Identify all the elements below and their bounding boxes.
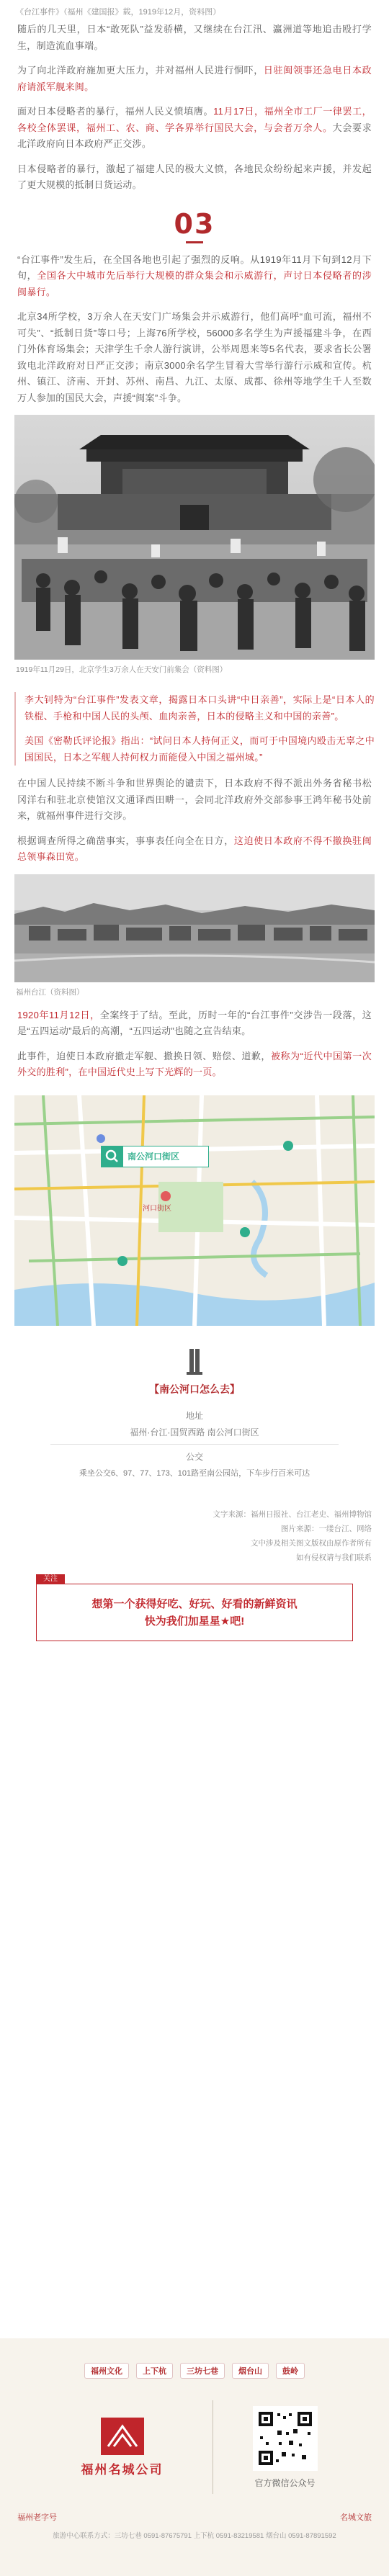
photo-illustration xyxy=(14,874,375,982)
location-pin-icon xyxy=(184,1347,205,1376)
brand-logo xyxy=(54,2418,191,2477)
map-search-label: 南公河口街区 xyxy=(128,1152,180,1162)
historical-photo-tiananmen xyxy=(14,415,375,660)
address-label: 地址 xyxy=(185,1410,203,1421)
highlight-text: 全国各大中城市先后举行大规模的群众集会和示威游行，声讨日本侵略者的涉闽暴行。 xyxy=(17,270,372,297)
credit-line: 图片来源：一缕台江、网络 xyxy=(281,1524,372,1533)
paragraph xyxy=(0,1049,389,1081)
section-number: 03 xyxy=(174,207,215,240)
map-illustration xyxy=(14,1095,375,1326)
partner-logo: 上下杭 xyxy=(136,2363,173,2379)
qr-code-icon xyxy=(253,2406,318,2471)
credit-line: 文字来源：福州日报社、台江老史、福州博物馆 xyxy=(213,1509,372,1519)
section-heading xyxy=(0,208,389,243)
quote-paragraph xyxy=(24,733,375,766)
qr-caption: 官方微信公众号 xyxy=(254,2477,316,2488)
paragraph xyxy=(0,63,389,95)
paragraph-text: 北京34所学校，3万余人在天安门广场集会并示威游行，他们高呼“血可流，福州不可失”、“抵制日货”等口号；上海76所学校，56000多名学生为声援福建斗争，在西门外体育场集会；天津学生千余人游行演讲，公举周恩来等5名代表，要求省长公署致电北洋政府对日严正交涉；南京3000余名学生冒着大雪举行游行示威和宣传。杭州、镇江、济南、开封、苏州、南昌、九江、太原、成都、徐州等地学生千人至数万人参加的国民大会，声援“闽案”斗争。 xyxy=(17,311,372,403)
bus-label: 公交 xyxy=(185,1451,203,1462)
quote-block xyxy=(14,692,375,766)
follow-banner[interactable] xyxy=(36,1574,353,1641)
paragraph-text: 在中国人民持续不断斗争和世界舆论的谴责下，日本政府不得不派出外务省秘书松冈洋右和驻北京使馆汉文通译西田畊一，会同北洋政府外交部参事王鸿年秘书处前来，就福州事件进行交涉。 xyxy=(17,778,372,821)
address-value: 福州·台江·国贸西路 南公河口街区 xyxy=(130,1427,259,1437)
brand-name: 福州名城公司 xyxy=(81,2462,164,2477)
paragraph-text: 全案终于了结。至此，历时一年的“台江事件”交涉告一段落，这是“五四运动”最后的高潮，“五四运动”也随之宣告结束。 xyxy=(17,1009,372,1036)
quote-text: 李大钊特为“台江事件”发表文章，揭露日本口头讲“中日亲善”，实际上是“日本人的铁棍、手枪和中国人民的头颅、血肉亲善，日本的侵略主义和中国的亲善”。 xyxy=(24,694,375,722)
location-map[interactable] xyxy=(14,1095,375,1326)
quote-paragraph xyxy=(24,692,375,724)
paragraph-text: 此事件，迫使日本政府撤走军舰、撤换日领、赔偿、道歉， xyxy=(17,1050,271,1062)
paragraph-text: 大会要求北洋政府向日本政府严正交涉。 xyxy=(17,122,372,149)
paragraph-text: 根据调查所得之确凿事实，事事表任向全在日方， xyxy=(17,835,234,846)
map-poi-label: 河口街区 xyxy=(143,1204,171,1213)
location-title: 【南公河口怎么去】 xyxy=(149,1383,240,1395)
highlight-text: 这迫使日本政府不得不撤换驻闽总领事森田宽。 xyxy=(17,835,372,862)
bus-value: 乘坐公交6、97、77、173、101路至南公园站，下车步行百米可达 xyxy=(79,1468,310,1478)
partner-logo: 烟台山 xyxy=(232,2363,269,2379)
photo-caption: 1919年11月29日，北京学生3万余人在天安门前集会（资料图） xyxy=(16,665,228,674)
footer-left-label: 福州老字号 xyxy=(17,2513,57,2522)
banner-text xyxy=(37,1584,352,1630)
paragraph xyxy=(0,776,389,825)
quote-text: 美国《密勒氏评论报》指出：“试问日本人持何正义，而可于中国境内殴击无辜之中国国民，日本之军舰人持何权力而能侵入中国之福州城。” xyxy=(24,735,375,763)
location-info xyxy=(0,1347,389,1478)
brand-mark-icon xyxy=(101,2418,144,2455)
paragraph xyxy=(0,309,389,406)
highlight-text: 1920年11月12日， xyxy=(17,1009,100,1020)
paragraph xyxy=(0,252,389,301)
partner-logo: 福州文化 xyxy=(84,2363,129,2379)
footer-right-label: 名城文旅 xyxy=(340,2513,372,2522)
photo-illustration xyxy=(14,415,375,660)
paragraph xyxy=(0,161,389,194)
divider xyxy=(50,1444,339,1445)
banner-line: 想第一个获得好吃、好玩、好看的新鲜资讯 xyxy=(91,1597,298,1610)
paragraph-text: 随后的几天里，日本“敢死队”益发骄横，又继续在台江汛、瀛洲道等地追击殴打学生，制造流血事端。 xyxy=(17,24,372,51)
banner-line: 快为我们加星星★吧! xyxy=(144,1615,245,1628)
search-icon[interactable] xyxy=(102,1146,123,1167)
qr-block xyxy=(235,2406,336,2489)
partner-logo: 鼓岭 xyxy=(276,2363,305,2379)
credit-line: 如有侵权请与我们联系 xyxy=(296,1553,372,1562)
paragraph xyxy=(0,1007,389,1040)
highlight-text: 11月17日，福州全市工厂一律罢工，各校全体罢课，福州工、农、商、学各界举行国民大会，与会者万余人。 xyxy=(17,106,372,133)
historical-photo-taijiang xyxy=(14,874,375,982)
paragraph xyxy=(0,22,389,54)
image-caption-top: 《台江事件》（福州《建国报》载，1919年12月，资料图） xyxy=(16,8,221,17)
partner-logo: 三坊七巷 xyxy=(180,2363,225,2379)
footer-bottom xyxy=(0,2511,389,2523)
highlight-text: 被称为“近代中国第一次外交的胜利”，在中国近代史上写下光辉的一页。 xyxy=(17,1050,372,1077)
map-search-box[interactable] xyxy=(101,1146,209,1167)
paragraph-text: 面对日本侵略者的暴行，福州人民义愤填膺。 xyxy=(17,106,214,117)
credit-line: 文中涉及相关图文版权由原作者所有 xyxy=(251,1538,372,1548)
footer-main xyxy=(0,2400,389,2494)
credits xyxy=(0,1507,389,1565)
paragraph xyxy=(0,833,389,866)
paragraph-text: “台江事件”发生后，在全国各地也引起了强烈的反响。从1919年11月下旬到12月下旬， xyxy=(17,253,372,281)
paragraph-text: 日本侵略者的暴行，激起了福建人民的极大义愤，各地民众纷纷起来声援，并发起了更大规模的抵制日货运动。 xyxy=(17,163,372,190)
highlight-text: 日驻闽领事还急电日本政府请派军舰来闽。 xyxy=(17,65,372,92)
partner-logos xyxy=(0,2338,389,2379)
paragraph xyxy=(0,104,389,153)
footer-contact: 旅游中心联系方式：三坊七巷 0591-87675791 上下杭 0591-83219581 烟台山 0591-87891592 xyxy=(53,2532,336,2540)
footer xyxy=(0,2338,389,2576)
photo-caption: 福州台江（资料图） xyxy=(16,987,84,997)
section-underline xyxy=(186,241,203,243)
banner-tab: 关注 xyxy=(36,1574,65,1584)
paragraph-text: 为了向北洋政府施加更大压力，并对福州人民进行恫吓， xyxy=(17,65,264,76)
